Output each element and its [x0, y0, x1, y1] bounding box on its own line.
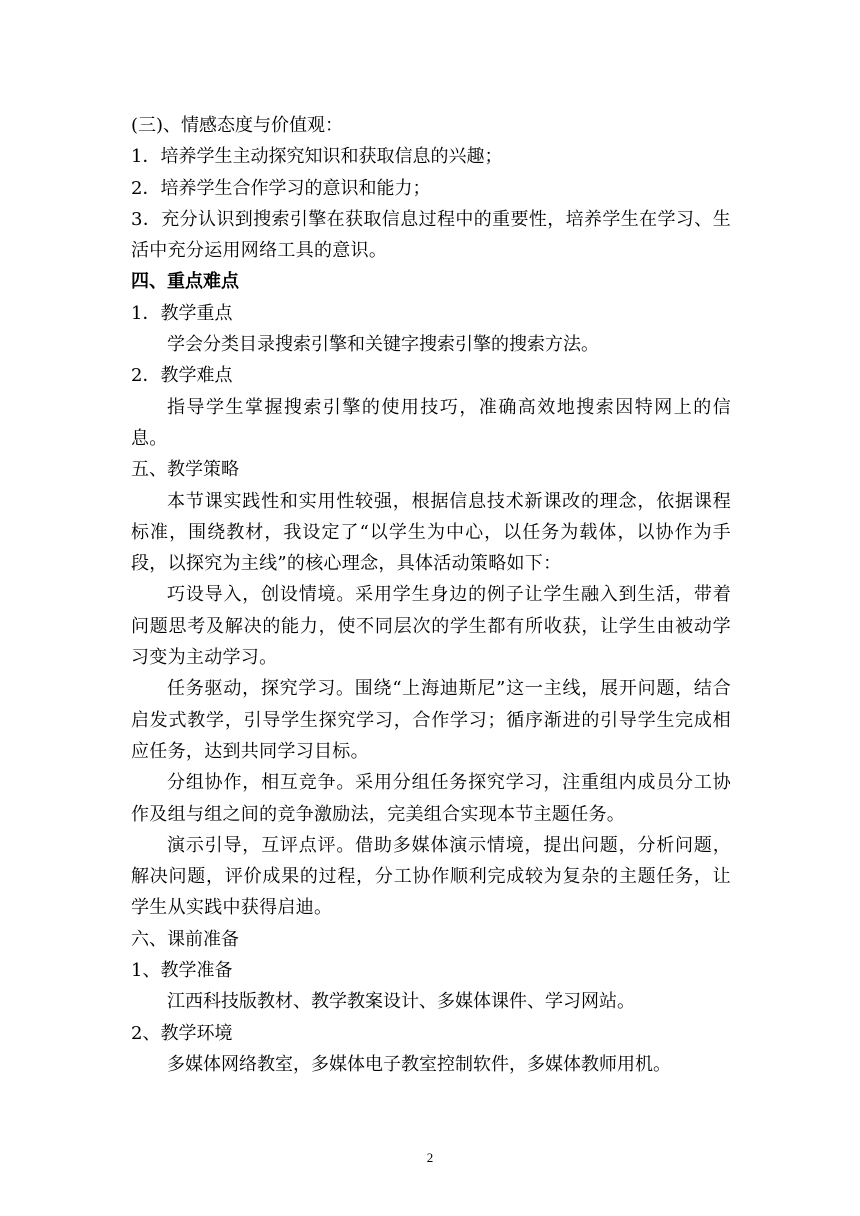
paragraph: 江西科技版教材、教学教案设计、多媒体课件、学习网站。	[167, 991, 635, 1013]
subheading: 1．教学重点	[131, 302, 233, 324]
subheading: 2．教学难点	[131, 365, 233, 387]
list-item: 1．培养学生主动探究知识和获取信息的兴趣；	[131, 146, 503, 168]
paragraph: 多媒体网络教室，多媒体电子教室控制软件，多媒体教师用机。	[167, 1053, 671, 1075]
page-content	[131, 110, 731, 1080]
subsection-heading: (三)、情感态度与价值观：	[131, 115, 344, 136]
subheading: 2、教学环境	[131, 1022, 233, 1044]
paragraph: 学会分类目录搜索引擎和关键字搜索引擎的搜索方法。	[167, 334, 599, 356]
list-item: 3．充分认识到搜索引擎在获取信息过程中的重要性，培养学生在学习、生活中充分运用网络工具的意识。	[131, 208, 731, 262]
paragraph: 分组协作，相互竞争。采用分组任务探究学习，注重组内成员分工协作及组与组之间的竞争激励法，完美组合实现本节主题任务。	[131, 772, 731, 825]
section-heading-preparation: 六、课前准备	[131, 928, 239, 950]
list-item: 2．培养学生合作学习的意识和能力；	[131, 177, 431, 199]
section-heading-strategy: 五、教学策略	[131, 459, 239, 481]
subheading: 1、教学准备	[131, 960, 233, 982]
page-number: 2	[426, 1150, 434, 1165]
paragraph: 指导学生掌握搜索引擎的使用技巧，准确高效地搜索因特网上的信息。	[131, 396, 731, 449]
paragraph: 本节课实践性和实用性较强，根据信息技术新课改的理念，依据课程标准，围绕教材，我设定了“以学生为中心，以任务为载体，以协作为手段，以探究为主线”的核心理念，具体活动策略如下：	[131, 490, 731, 575]
section-heading-key-points: 四、重点难点	[131, 271, 239, 293]
paragraph: 巧设导入，创设情境。采用学生身边的例子让学生融入到生活，带着问题思考及解决的能力，使不同层次的学生都有所收获，让学生由被动学习变为主动学习。	[131, 584, 731, 669]
paragraph: 任务驱动，探究学习。围绕“上海迪斯尼”这一主线，展开问题，结合启发式教学，引导学生探究学习，合作学习；循序渐进的引导学生完成相应任务，达到共同学习目标。	[131, 678, 731, 762]
paragraph: 演示引导，互评点评。借助多媒体演示情境，提出问题，分析问题，解决问题，评价成果的过程，分工协作顺利完成较为复杂的主题任务，让学生从实践中获得启迪。	[131, 834, 731, 919]
